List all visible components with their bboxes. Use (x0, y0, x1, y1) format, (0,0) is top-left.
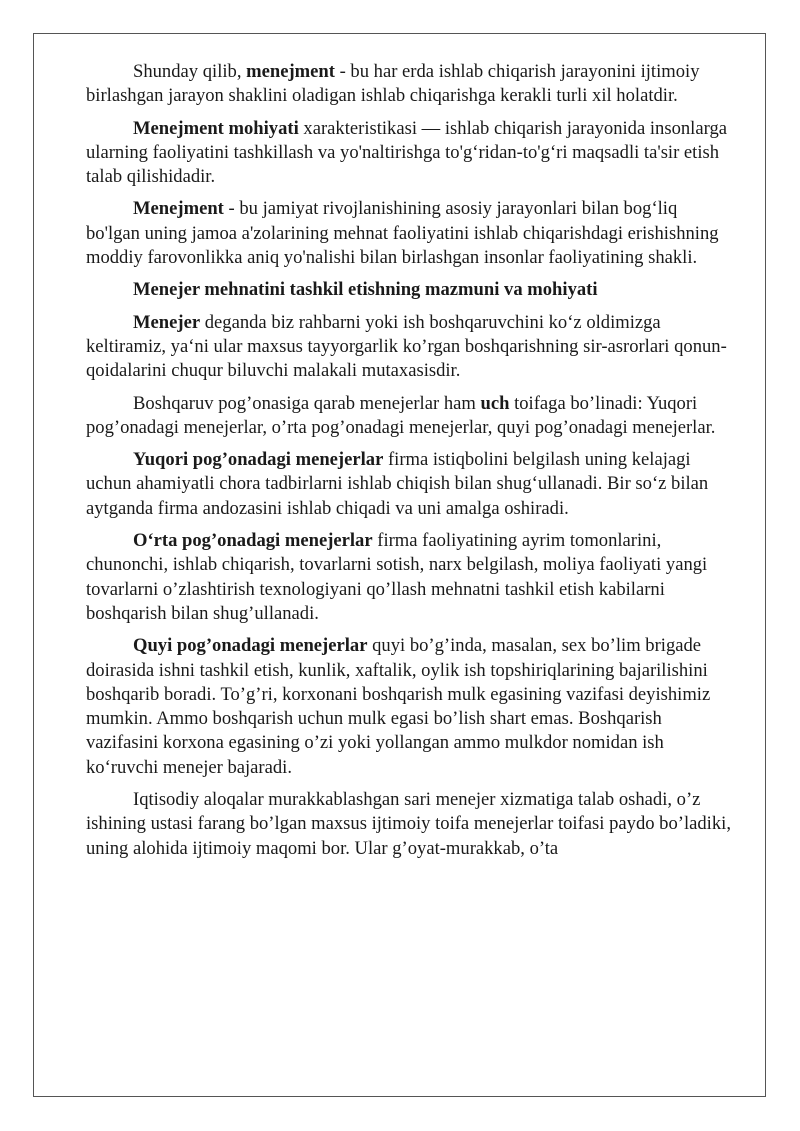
paragraph-7: Yuqori pog’onadagi menejerlar firma istiqbolini belgilash uning kelajagi uchun ahamiyatli chora tadbirlarni ishlab chiqish bilan shug‘ullanadi. Bir so‘z bilan aytganda firma andozasini ishlab chiqadi va uni amalga oshiradi. (86, 449, 709, 519)
paragraph-5: Menejer deganda biz rahbarni yoki ish boshqaruvchini ko‘z oldimizga keltiramiz, ya‘ni ular maxsus tayyorgarlik ko’rgan boshqarishning sir-asrorlari qonun-qoidalarini chuqur biluvchi malakali mutaxasisdir. (86, 311, 727, 382)
paragraph-8: O‘rta pog’onadagi menejerlar firma faoliyatining ayrim tomonlarini, chunonchi, ishlab chiqarish, tovarlarni sotish, narx belgilash, moliya faoliyati yangi tovarlarni o’zlashtirish texnologiyani qo’llash mehnatni tashkil etish kabilarni boshqarish bilan shug’ullanadi. (86, 530, 708, 624)
paragraph-1: Shunday qilib, menejment - bu har erda ishlab chiqarish jarayonini ijtimoiy birlashgan jarayon shaklini oladigan ishlab chiqarishga kerakli turli xil holatdir. (86, 61, 700, 107)
paragraph-2: Menejment mohiyati xarakteristikasi — ishlab chiqarish jarayonida insonlarga ularning faoliyatini tashkillash va yo'naltirishga to'g‘ridan-to'g‘ri maqsadli ta'sir etish talab qilishidadir. (86, 117, 727, 188)
section-heading: Menejer mehnatini tashkil etishning mazmuni va mohiyati (133, 279, 598, 301)
paragraph-6: Boshqaruv pog’onasiga qarab menejerlar ham uch toifaga bo’linadi: Yuqori pog’onadagi menejerlar, o’rta pog’onadagi menejerlar, quyi pog’onadagi menejerlar. (86, 392, 716, 438)
paragraph-9: Quyi pog’onadagi menejerlar quyi bo’g’inda, masalan, sex bo’lim brigade doirasida ishni tashkil etish, kunlik, xaftalik, oylik ish topshiriqlarining bajarilishini boshqarib boradi. To’g’ri, korxonani boshqarish mulk egasining vazifasi deyishimiz mumkin. Ammo boshqarish uchun mulk egasi bo’lish shart emas. Boshqarish vazifasini korxona egasining o’zi yoki yollangan ammo mulkdor nomidan ish ko‘ruvchi menejer bajaradi. (86, 635, 711, 778)
document-body (86, 60, 731, 869)
paragraph-10: Iqtisodiy aloqalar murakkablashgan sari menejer xizmatiga talab oshadi, o’z ishining ustasi farang bo’lgan maxsus ijtimoiy toifa menejerlar toifasi paydo bo’ladiki, uning alohida ijtimoiy maqomi bor. Ular g’oyat-murakkab, o’ta (86, 789, 731, 859)
paragraph-3: Menejment - bu jamiyat rivojlanishining asosiy jarayonlari bilan bog‘liq bo'lgan uning jamoa a'zolarining mehnat faoliyatini ishlab chiqarishdagi erishishning moddiy farovonlikka aniq yo'nalishi bilan birlashgan insonlar faoliyatining shakli. (86, 198, 719, 269)
